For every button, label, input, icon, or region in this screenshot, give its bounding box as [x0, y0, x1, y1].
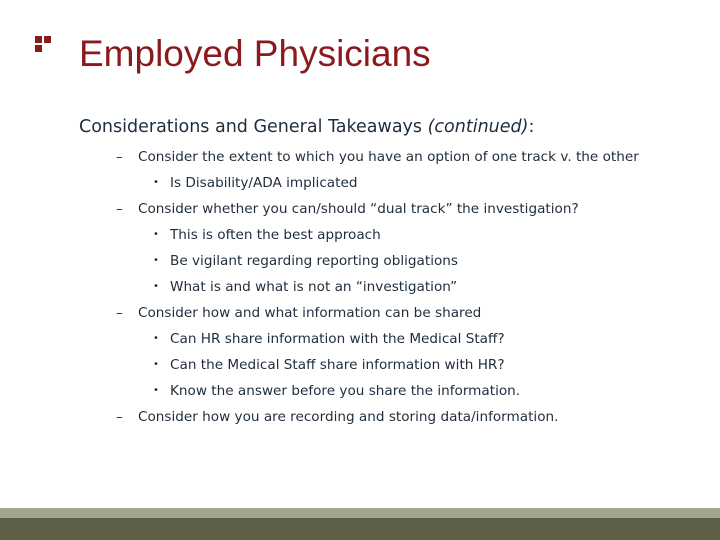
sub-bullet-item — [0, 172, 720, 198]
bullet-text: Be vigilant regarding reporting obligations — [170, 253, 458, 269]
sub-bullet-item — [0, 276, 720, 302]
bullet-text: Can HR share information with the Medical Staff? — [170, 331, 505, 347]
dash-marker: – — [116, 305, 123, 321]
footer-band-dark — [0, 518, 720, 540]
bullet-text: Consider the extent to which you have an option of one track v. the other — [138, 149, 639, 165]
bullet-text: Know the answer before you share the information. — [170, 383, 521, 399]
bullet-item — [0, 302, 720, 328]
sub-bullet-item — [0, 380, 720, 406]
sub-bullet-item — [0, 224, 720, 250]
bullet-text: What is and what is not an “investigation” — [170, 279, 458, 295]
subtitle-main: Considerations and General Takeaways — [79, 117, 428, 137]
bullet-text: This is often the best approach — [170, 227, 381, 243]
bullet-item — [0, 146, 720, 172]
bullet-item — [0, 198, 720, 224]
sub-bullet-item — [0, 354, 720, 380]
dot-marker: • — [153, 333, 159, 344]
bullet-text: Consider how you are recording and storing data/information. — [138, 409, 559, 425]
subtitle-end: : — [528, 117, 535, 137]
dot-marker: • — [153, 385, 159, 396]
dot-marker: • — [153, 255, 159, 266]
dash-marker: – — [116, 149, 123, 165]
sub-bullet-item — [0, 328, 720, 354]
logo-squares-icon — [35, 36, 53, 52]
sub-bullet-item — [0, 250, 720, 276]
dash-marker: – — [116, 409, 123, 425]
dash-marker: – — [116, 201, 123, 217]
dot-marker: • — [153, 177, 159, 188]
dot-marker: • — [153, 281, 159, 292]
bullet-text: Consider how and what information can be shared — [138, 305, 482, 321]
bullet-item — [0, 406, 720, 432]
footer-band-light — [0, 508, 720, 518]
slide-subtitle — [79, 114, 534, 140]
dot-marker: • — [153, 359, 159, 370]
bullet-text: Consider whether you can/should “dual track” the investigation? — [138, 201, 579, 217]
bullet-text: Can the Medical Staff share information with HR? — [170, 357, 505, 373]
subtitle-italic: (continued) — [427, 117, 529, 137]
bullet-text: Is Disability/ADA implicated — [170, 175, 358, 191]
dot-marker: • — [153, 229, 159, 240]
bullet-list — [0, 146, 720, 432]
slide-title: Employed Physicians — [79, 33, 431, 74]
